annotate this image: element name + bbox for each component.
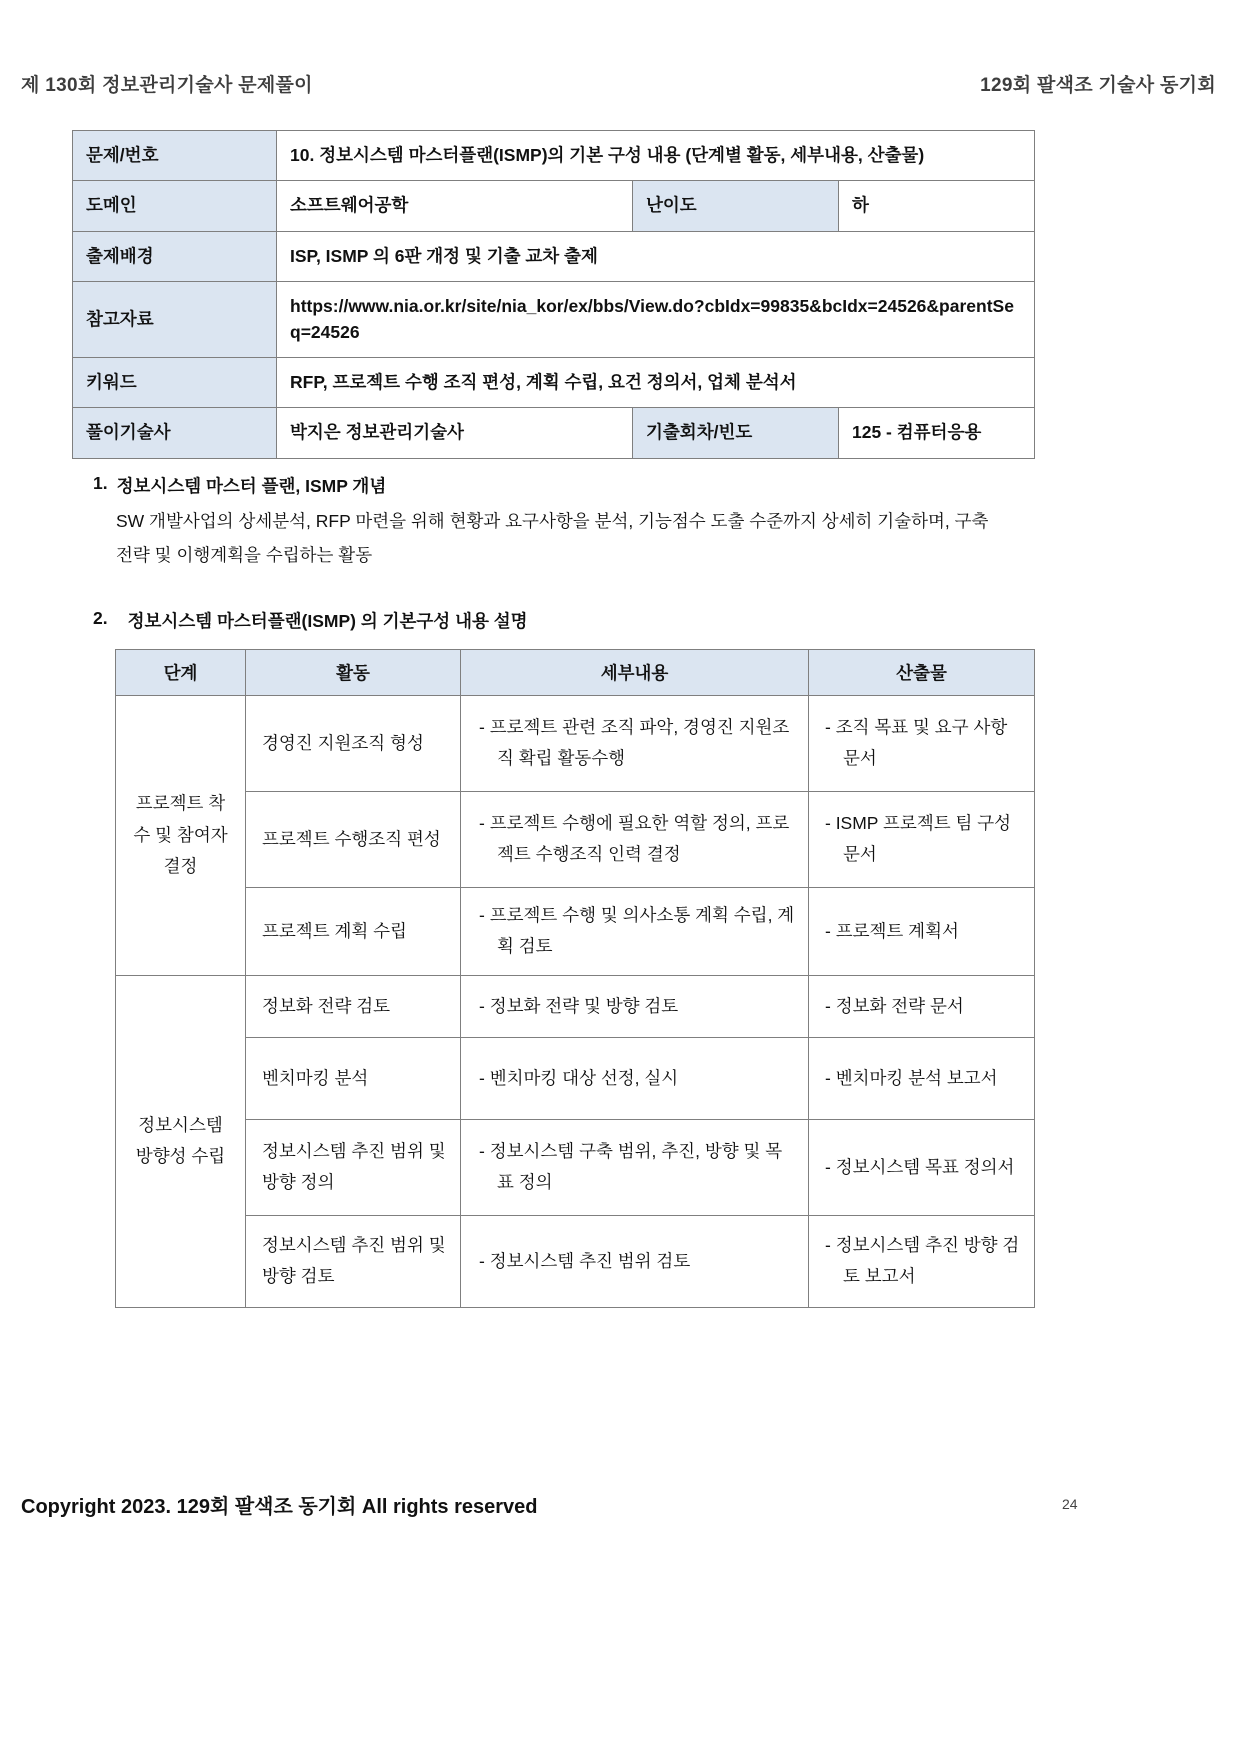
output-cell: - 벤치마킹 분석 보고서	[809, 1037, 1035, 1119]
page-number: 24	[1062, 1496, 1078, 1512]
activity-cell: 정보시스템 추진 범위 및 방향 검토	[246, 1215, 461, 1307]
activity-cell: 정보화 전략 검토	[246, 975, 461, 1037]
solver-value: 박지은 정보관리기술사	[277, 408, 633, 458]
table-row	[73, 282, 1035, 358]
section1-title	[93, 473, 1035, 498]
table-row	[116, 1037, 1035, 1119]
section2-number: 2.	[93, 607, 108, 628]
header-right-title: 129회 팔색조 기술사 동기회	[980, 75, 1216, 96]
detail-cell: - 정보화 전략 및 방향 검토	[461, 975, 809, 1037]
domain-value: 소프트웨어공학	[277, 181, 633, 231]
section1-title-text: 정보시스템 마스터 플랜, ISMP 개념	[116, 475, 387, 496]
section2-title-text: 정보시스템 마스터플랜(ISMP) 의 기본구성 내용 설명	[127, 610, 528, 631]
output-cell: - 정보시스템 추진 방향 검토 보고서	[809, 1215, 1035, 1307]
table-row	[73, 357, 1035, 407]
domain-label: 도메인	[73, 181, 277, 231]
detail-cell: - 프로젝트 수행 및 의사소통 계획 수립, 계획 검토	[461, 887, 809, 975]
keyword-value: RFP, 프로젝트 수행 조직 편성, 계획 수립, 요건 정의서, 업체 분석서	[277, 357, 1035, 407]
header-left-title: 제 130회 정보관리기술사 문제풀이	[21, 75, 313, 96]
document-header	[21, 70, 1216, 97]
table-row	[73, 131, 1035, 181]
table-row	[73, 408, 1035, 458]
detail-cell: - 프로젝트 관련 조직 파악, 경영진 지원조직 확립 활동수행	[461, 695, 809, 791]
detail-cell: - 정보시스템 추진 범위 검토	[461, 1215, 809, 1307]
section1-body: SW 개발사업의 상세분석, RFP 마련을 위해 현황과 요구사항을 분석, 기능점수 도출 수준까지 상세히 기술하며, 구축전략 및 이행계획을 수립하는 활동	[116, 510, 989, 565]
detail-cell: - 벤치마킹 대상 선정, 실시	[461, 1037, 809, 1119]
col-header-stage: 단계	[116, 649, 246, 695]
section2-title	[93, 608, 1035, 633]
table-header-row	[116, 649, 1035, 695]
keyword-label: 키워드	[73, 357, 277, 407]
background-label: 출제배경	[73, 231, 277, 281]
table-row	[116, 695, 1035, 791]
stage-cell-project-kickoff: 프로젝트 착수 및 참여자 결정	[116, 695, 246, 975]
activity-cell: 경영진 지원조직 형성	[246, 695, 461, 791]
round-value: 125 - 컴퓨터응용	[839, 408, 1035, 458]
stage-cell-system-direction: 정보시스템 방향성 수립	[116, 975, 246, 1307]
problem-info-table	[72, 130, 1035, 459]
solver-label: 풀이기술사	[73, 408, 277, 458]
output-cell: - 프로젝트 계획서	[809, 887, 1035, 975]
footer-copyright: Copyright 2023. 129회 팔색조 동기회 All rights reserved	[21, 1496, 538, 1518]
detail-cell: - 프로젝트 수행에 필요한 역할 정의, 프로젝트 수행조직 인력 결정	[461, 791, 809, 887]
col-header-detail: 세부내용	[461, 649, 809, 695]
table-row	[73, 231, 1035, 281]
table-row	[116, 1119, 1035, 1215]
ismp-structure-table	[115, 649, 1035, 1308]
table-row	[116, 975, 1035, 1037]
col-header-output: 산출물	[809, 649, 1035, 695]
activity-cell: 프로젝트 계획 수립	[246, 887, 461, 975]
output-cell: - 정보화 전략 문서	[809, 975, 1035, 1037]
table-row	[116, 1215, 1035, 1307]
output-cell: - 조직 목표 및 요구 사항 문서	[809, 695, 1035, 791]
page-content	[72, 130, 1035, 1308]
activity-cell: 프로젝트 수행조직 편성	[246, 791, 461, 887]
section1-number: 1.	[93, 472, 108, 493]
round-label: 기출회차/빈도	[633, 408, 839, 458]
output-cell: - 정보시스템 목표 정의서	[809, 1119, 1035, 1215]
detail-cell: - 정보시스템 구축 범위, 추진, 방향 및 목표 정의	[461, 1119, 809, 1215]
table-row	[116, 791, 1035, 887]
problem-number-value: 10. 정보시스템 마스터플랜(ISMP)의 기본 구성 내용 (단계별 활동, 세부내용, 산출물)	[277, 131, 1035, 181]
background-value: ISP, ISMP 의 6판 개정 및 기출 교차 출제	[277, 231, 1035, 281]
table-row	[116, 887, 1035, 975]
activity-cell: 벤치마킹 분석	[246, 1037, 461, 1119]
col-header-activity: 활동	[246, 649, 461, 695]
problem-number-label: 문제/번호	[73, 131, 277, 181]
output-cell: - ISMP 프로젝트 팀 구성 문서	[809, 791, 1035, 887]
difficulty-label: 난이도	[633, 181, 839, 231]
activity-cell: 정보시스템 추진 범위 및 방향 정의	[246, 1119, 461, 1215]
reference-label: 참고자료	[73, 282, 277, 358]
table-row	[73, 181, 1035, 231]
reference-url-link[interactable]: https://www.nia.or.kr/site/nia_kor/ex/bbs/View.do?cbIdx=99835&bcIdx=24526&parentSeq=24526	[290, 296, 1014, 342]
reference-value	[277, 282, 1035, 358]
difficulty-value: 하	[839, 181, 1035, 231]
